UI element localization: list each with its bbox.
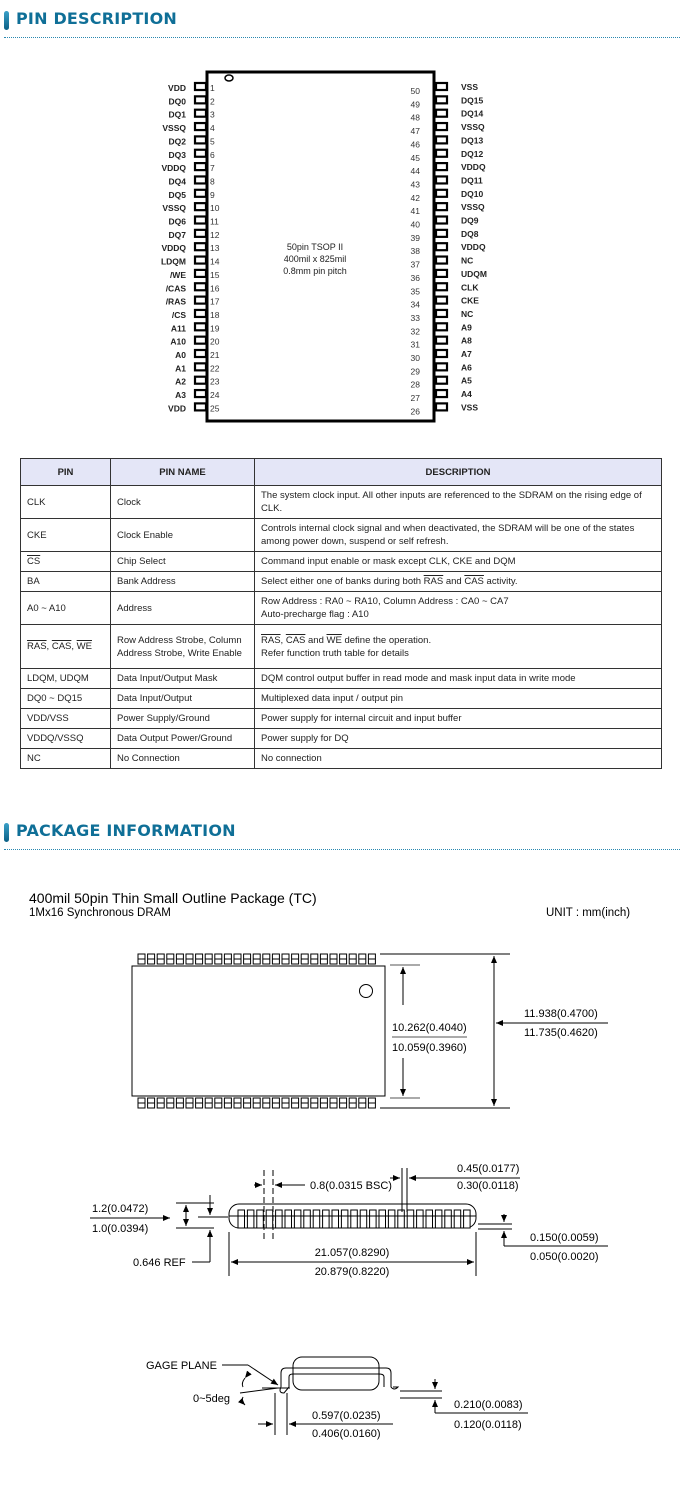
- description-cell: The system clock input. All other inputs are referenced to the SDRAM on the rising edge of CLK.: [255, 486, 662, 519]
- pin-lead-left: [195, 390, 206, 397]
- pin-number: 12: [210, 229, 220, 240]
- text: and: [443, 576, 465, 587]
- pin-number: 17: [210, 296, 220, 307]
- pin-lead-right: [436, 217, 447, 224]
- table-row: [21, 486, 662, 519]
- pin-lead-left: [195, 136, 206, 143]
- lead: [323, 1210, 330, 1228]
- dimension-label: 0.646 REF: [133, 1257, 186, 1269]
- section-title: PACKAGE INFORMATION: [16, 821, 236, 840]
- dimension-label: 0.050(0.0020): [530, 1251, 599, 1263]
- pin-number: 3: [210, 109, 215, 120]
- pin-name: A7: [461, 349, 472, 359]
- pin-cell: VDDQ/VSSQ: [21, 729, 111, 749]
- pin-name-cell: Power Supply/Ground: [111, 709, 255, 729]
- column-header: PIN: [21, 459, 111, 486]
- text-line: Auto-precharge flag : A10: [261, 609, 369, 620]
- pin-name: DQ13: [461, 135, 484, 146]
- pin-name: VSSQ: [162, 123, 186, 134]
- pin-name: A4: [461, 389, 472, 400]
- pin-lead-right: [436, 390, 447, 397]
- table-row: [21, 669, 662, 689]
- pin-lead-right: [436, 297, 447, 304]
- lead: [285, 1210, 292, 1228]
- pin-number: 45: [410, 152, 420, 163]
- lead: [360, 1210, 367, 1228]
- lead: [238, 1210, 245, 1228]
- pin-name-cell: Address: [111, 592, 255, 625]
- pin-number: 9: [210, 189, 215, 200]
- table-row: [21, 709, 662, 729]
- pin-name: DQ9: [461, 215, 479, 226]
- pin-name: VSSQ: [162, 203, 186, 214]
- lead: [445, 1210, 452, 1228]
- section-title: PIN DESCRIPTION: [16, 9, 177, 28]
- pin-lead-left: [195, 203, 206, 210]
- pin-number: 8: [210, 176, 215, 187]
- dimension-label: 21.057(0.8290): [314, 1247, 390, 1259]
- pin-name: VSSQ: [461, 122, 485, 133]
- pin-lead-right: [436, 363, 447, 370]
- pin-cell: CKE: [21, 519, 111, 552]
- pin-number: 22: [210, 363, 220, 374]
- text: and: [305, 634, 327, 646]
- description-cell: Multiplexed data input / output pin: [255, 689, 662, 709]
- lead: [313, 1210, 320, 1228]
- overlined-signal: $\overline{RAS}$: [423, 576, 444, 587]
- table-row: [21, 552, 662, 572]
- angle-arrow-icon: [242, 1378, 245, 1387]
- pin-lead-right: [436, 257, 447, 264]
- pin-name: DQ12: [461, 148, 484, 159]
- lead: [247, 1210, 254, 1228]
- pin-number: 13: [210, 243, 220, 254]
- pin-number: 39: [410, 232, 420, 243]
- lead-row-bottom: [138, 1098, 375, 1108]
- pin-number: 7: [210, 163, 215, 174]
- pin-number: 29: [410, 366, 420, 377]
- angle-arrow-icon: [242, 1397, 245, 1405]
- pin-number: 40: [410, 219, 420, 230]
- dimension-label: 20.879(0.8220): [314, 1266, 390, 1278]
- pin-number: 27: [410, 393, 420, 404]
- pin-name: DQ6: [168, 216, 186, 227]
- pin-lead-left: [195, 337, 206, 344]
- pin-number: 30: [410, 353, 420, 363]
- angle-label: 0~5deg: [193, 1393, 231, 1405]
- lead: [454, 1210, 461, 1228]
- pin-description-table: [20, 458, 662, 769]
- pin-lead-left: [195, 217, 206, 224]
- column-header: DESCRIPTION: [255, 459, 662, 486]
- pin-lead-left: [195, 297, 206, 304]
- pin-name: DQ4: [168, 176, 186, 187]
- leader-arrow: [248, 1365, 278, 1385]
- pin-cell: [21, 552, 111, 572]
- pin-lead-right: [436, 190, 447, 197]
- pin-lead-right: [436, 337, 447, 344]
- pin-number: 31: [410, 339, 420, 350]
- package-top-view: [0, 940, 680, 1120]
- pin-name: A10: [170, 336, 186, 347]
- description-cell: [255, 625, 662, 669]
- dimension-label: 11.938(0.4700): [524, 1008, 598, 1020]
- pin-name-cell: Chip Select: [111, 552, 255, 572]
- pin-name: A3: [175, 390, 186, 401]
- pin-name-cell: Data Input/Output: [111, 689, 255, 709]
- section-bullet-icon: [4, 823, 9, 842]
- pin-name: /WE: [169, 269, 186, 280]
- table-row: [21, 519, 662, 552]
- pin-number: 41: [410, 206, 420, 217]
- dimension-label: 0.8(0.0315 BSC): [310, 1180, 392, 1192]
- overlined-signal: $\overline{CAS}$: [285, 634, 306, 646]
- package-title: 400mil 50pin Thin Small Outline Package (TC): [29, 890, 317, 906]
- pin-number: 34: [410, 299, 420, 310]
- pin-name: VDDQ: [461, 162, 486, 173]
- pin-cell: CLK: [21, 486, 111, 519]
- pin-lead-left: [195, 350, 206, 357]
- pin-name: A5: [461, 375, 472, 386]
- pin-name: A9: [461, 322, 472, 333]
- package-label-line: 0.8mm pin pitch: [283, 266, 347, 276]
- lead: [435, 1210, 442, 1228]
- pin-name-cell: Data Output Power/Ground: [111, 729, 255, 749]
- lead: [379, 1210, 386, 1228]
- pin-name: DQ15: [461, 95, 484, 106]
- gage-plane-label: GAGE PLANE: [146, 1360, 217, 1372]
- dimension-label: 10.262(0.4040): [392, 1022, 467, 1034]
- pin-lead-left: [195, 270, 206, 277]
- pin-cell: DQ0 ~ DQ15: [21, 689, 111, 709]
- description-cell: DQM control output buffer in read mode and mask input data in write mode: [255, 669, 662, 689]
- pin-number: 38: [410, 246, 420, 257]
- pin-number: 18: [210, 309, 220, 320]
- pin-lead-left: [195, 96, 206, 103]
- pin-number: 14: [210, 256, 220, 267]
- pin-name: VSS: [461, 82, 479, 92]
- pin-lead-left: [195, 163, 206, 170]
- pin-lead-left: [195, 83, 206, 90]
- pin-number: 28: [410, 379, 420, 390]
- pin-number: 24: [210, 390, 220, 401]
- package-end-view: [0, 1345, 680, 1445]
- pin-name: DQ7: [168, 229, 186, 240]
- dotted-divider: [4, 849, 680, 850]
- pin-number: 36: [410, 272, 420, 283]
- pin-lead-right: [436, 123, 447, 130]
- pin-name: LDQM: [160, 256, 186, 267]
- pin-number: 16: [210, 283, 220, 294]
- dimension-label: 0.120(0.0118): [454, 1419, 522, 1431]
- text-line: Row Address : RA0 ~ RA10, Column Address : CA0 ~ CA7: [261, 596, 509, 607]
- pin-lead-right: [436, 377, 447, 384]
- pin-number: 1: [210, 83, 215, 93]
- text: ,: [280, 634, 286, 646]
- lead: [388, 1210, 395, 1228]
- package-subtitle: 1Mx16 Synchronous DRAM: [29, 907, 171, 919]
- package-body: [132, 966, 385, 1096]
- dimension-label: 11.735(0.4620): [524, 1027, 598, 1039]
- dimension-label: 1.0(0.0394): [92, 1223, 149, 1235]
- dimension-label: 0.597(0.0235): [312, 1410, 381, 1422]
- pin-name: VDDQ: [461, 242, 486, 253]
- pin-name: NC: [461, 255, 474, 266]
- pin-name: DQ14: [461, 108, 484, 119]
- pin-name: NC: [461, 308, 474, 319]
- dimension-label: 0.406(0.0160): [312, 1428, 381, 1440]
- pin-name: DQ5: [168, 189, 186, 200]
- pin-name-cell: Data Input/Output Mask: [111, 669, 255, 689]
- pin-number: 33: [410, 312, 420, 323]
- text: ,: [71, 641, 77, 652]
- lead: [407, 1210, 414, 1228]
- package-label-line: 400mil x 825mil: [283, 254, 347, 264]
- pin-cell: [21, 625, 111, 669]
- pin-name-cell: Row Address Strobe, Column Address Strobe, Write Enable: [111, 625, 255, 669]
- dimension-label: 0.150(0.0059): [530, 1232, 599, 1244]
- pin-number: 11: [210, 216, 219, 227]
- pin-lead-left: [195, 257, 206, 264]
- overlined-signal: $\overline{CAS}$: [51, 641, 72, 652]
- pin-name: VSS: [461, 402, 479, 413]
- pin-name: DQ2: [168, 136, 186, 147]
- pin-lead-left: [195, 176, 206, 183]
- pin-lead-right: [436, 283, 447, 290]
- dimension-label: 10.059(0.3960): [392, 1042, 467, 1054]
- overlined-signal: $\overline{CAS}$: [464, 576, 484, 587]
- pin-name: DQ3: [168, 149, 186, 160]
- dimension-label: 0.45(0.0177): [457, 1163, 520, 1175]
- text: activity.: [483, 576, 518, 587]
- overlined-signal: $\overline{RAS}$: [27, 641, 47, 652]
- text: Select either one of banks during both: [261, 576, 424, 587]
- description-cell: Controls internal clock signal and when deactivated, the SDRAM will be one of the states among power down, suspend or self refresh.: [255, 519, 662, 552]
- table-row: [21, 729, 662, 749]
- pin-lead-right: [436, 83, 447, 90]
- dimension-label: 1.2(0.0472): [92, 1203, 149, 1215]
- pin-name-cell: No Connection: [111, 749, 255, 769]
- pin-number: 10: [210, 203, 220, 214]
- lead: [276, 1210, 283, 1228]
- pin-lead-right: [436, 403, 447, 410]
- unit-label: UNIT : mm(inch): [546, 907, 631, 919]
- pin-lead-right: [436, 203, 447, 210]
- pin-number: 5: [210, 136, 215, 147]
- pin-name: A0: [175, 350, 186, 360]
- pin-number: 2: [210, 96, 215, 107]
- table-row: [21, 689, 662, 709]
- pin-lead-right: [436, 323, 447, 330]
- description-cell: Command input enable or mask except CLK, CKE and DQM: [255, 552, 662, 572]
- pin-number: 48: [410, 112, 420, 123]
- pin-name: DQ8: [461, 228, 479, 239]
- lead: [351, 1210, 358, 1228]
- text: ,: [46, 641, 52, 652]
- pin-name: DQ11: [461, 175, 483, 186]
- pin-name: /CAS: [165, 283, 186, 294]
- pin-number: 26: [410, 406, 420, 417]
- lead: [464, 1210, 471, 1228]
- angle-line: [240, 1388, 278, 1393]
- dimension-label: 0.30(0.0118): [457, 1180, 519, 1192]
- column-header: PIN NAME: [111, 459, 255, 486]
- overlined-signal: $\overline{CS}$: [27, 556, 41, 567]
- lead-row-side: [229, 1210, 476, 1228]
- pin-name: DQ10: [461, 188, 484, 199]
- description-cell: No connection: [255, 749, 662, 769]
- pin-lead-right: [436, 270, 447, 277]
- pin-name-cell: Clock: [111, 486, 255, 519]
- pin-lead-left: [195, 230, 206, 237]
- pin-name: CKE: [461, 295, 479, 306]
- pin-number: 4: [210, 123, 215, 134]
- lead: [426, 1210, 433, 1228]
- pin-number: 37: [410, 259, 420, 270]
- pin-number: 43: [410, 179, 420, 190]
- lead: [332, 1210, 339, 1228]
- pin-lead-left: [195, 310, 206, 317]
- lead: [417, 1210, 424, 1228]
- pin-lead-left: [195, 403, 206, 410]
- pin-name: DQ0: [168, 96, 186, 107]
- pin-lead-left: [195, 123, 206, 130]
- pin-name: CLK: [461, 282, 479, 293]
- pin-cell: LDQM, UDQM: [21, 669, 111, 689]
- lead: [294, 1210, 301, 1228]
- pin-name: A1: [175, 363, 186, 374]
- lead: [398, 1210, 405, 1228]
- pin-cell: VDD/VSS: [21, 709, 111, 729]
- overlined-signal: $\overline{WE}$: [326, 634, 342, 646]
- text-line: Refer function truth table for details: [261, 647, 409, 659]
- pin-number: 44: [410, 166, 420, 177]
- lead-row-top: [138, 954, 375, 964]
- pin-name-cell: Bank Address: [111, 572, 255, 592]
- lead: [370, 1210, 377, 1228]
- pin-lead-right: [436, 230, 447, 237]
- pin-number: 49: [410, 99, 420, 110]
- pin-lead-left: [195, 323, 206, 330]
- pin-lead-left: [195, 243, 206, 250]
- pin-name: /RAS: [165, 296, 186, 307]
- overlined-signal: $\overline{RAS}$: [261, 634, 281, 646]
- pin-name: VDDQ: [161, 243, 186, 254]
- pin-name: DQ1: [168, 109, 186, 120]
- pin-name: VDD: [168, 403, 186, 414]
- overlined-signal: $\overline{WE}$: [76, 641, 92, 652]
- pin-cell: BA: [21, 572, 111, 592]
- pin-number: 35: [410, 286, 420, 297]
- pin-lead-right: [436, 176, 447, 183]
- pin-lead-left: [195, 110, 206, 117]
- pin-name: A8: [461, 335, 472, 346]
- pin-cell: A0 ~ A10: [21, 592, 111, 625]
- pin-name-cell: Clock Enable: [111, 519, 255, 552]
- description-cell: Power supply for DQ: [255, 729, 662, 749]
- table-row: [21, 625, 662, 669]
- pin-number: 21: [210, 350, 220, 360]
- pin-number: 42: [410, 192, 420, 203]
- pin-cell: NC: [21, 749, 111, 769]
- pin-number: 19: [210, 323, 220, 334]
- section-header-package-information: [0, 814, 680, 854]
- pin-name: VDD: [168, 83, 186, 93]
- pin-lead-right: [436, 163, 447, 170]
- package-side-view: [0, 1150, 680, 1290]
- pin-lead-left: [195, 150, 206, 157]
- package-label-line: 50pin TSOP II: [286, 242, 344, 252]
- pin-lead-right: [436, 350, 447, 357]
- pin-lead-right: [436, 150, 447, 157]
- pin-lead-left: [195, 377, 206, 384]
- pin-number: 20: [210, 336, 220, 347]
- pin-lead-right: [436, 310, 447, 317]
- table-row: [21, 592, 662, 625]
- pin-name: VDDQ: [161, 163, 186, 174]
- pin-lead-left: [195, 283, 206, 290]
- description-cell: [255, 572, 662, 592]
- lead: [304, 1210, 311, 1228]
- description-cell: [255, 592, 662, 625]
- pin-number: 6: [210, 149, 215, 160]
- pin-lead-left: [195, 363, 206, 370]
- pin-number: 23: [210, 376, 220, 387]
- pin-number: 47: [410, 126, 420, 137]
- pin-lead-right: [436, 96, 447, 103]
- pin-lead-left: [195, 190, 206, 197]
- pin-lead-right: [436, 243, 447, 250]
- pin-name: A6: [461, 362, 472, 373]
- lead: [341, 1210, 348, 1228]
- table-header-row: [21, 459, 662, 486]
- pin-name: VSSQ: [461, 202, 485, 213]
- pin-number: 46: [410, 139, 420, 150]
- table-row: [21, 749, 662, 769]
- table-row: [21, 572, 662, 592]
- pin-name: A11: [170, 323, 186, 334]
- dimension-label: 0.210(0.0083): [454, 1399, 523, 1411]
- pin-number: 25: [210, 403, 220, 414]
- description-cell: Power supply for internal circuit and input buffer: [255, 709, 662, 729]
- pin-number: 15: [210, 269, 220, 280]
- pin-lead-right: [436, 136, 447, 143]
- lead: [266, 1210, 273, 1228]
- pinout-diagram: [0, 0, 680, 430]
- pin-name: A2: [175, 376, 186, 387]
- lead: [257, 1210, 264, 1228]
- pin-name: /CS: [171, 309, 186, 320]
- pin-number: 50: [410, 86, 420, 96]
- pin-lead-right: [436, 110, 447, 117]
- text: define the operation.: [341, 634, 432, 646]
- pin-number: 32: [410, 326, 420, 337]
- pin-name: UDQM: [461, 268, 487, 279]
